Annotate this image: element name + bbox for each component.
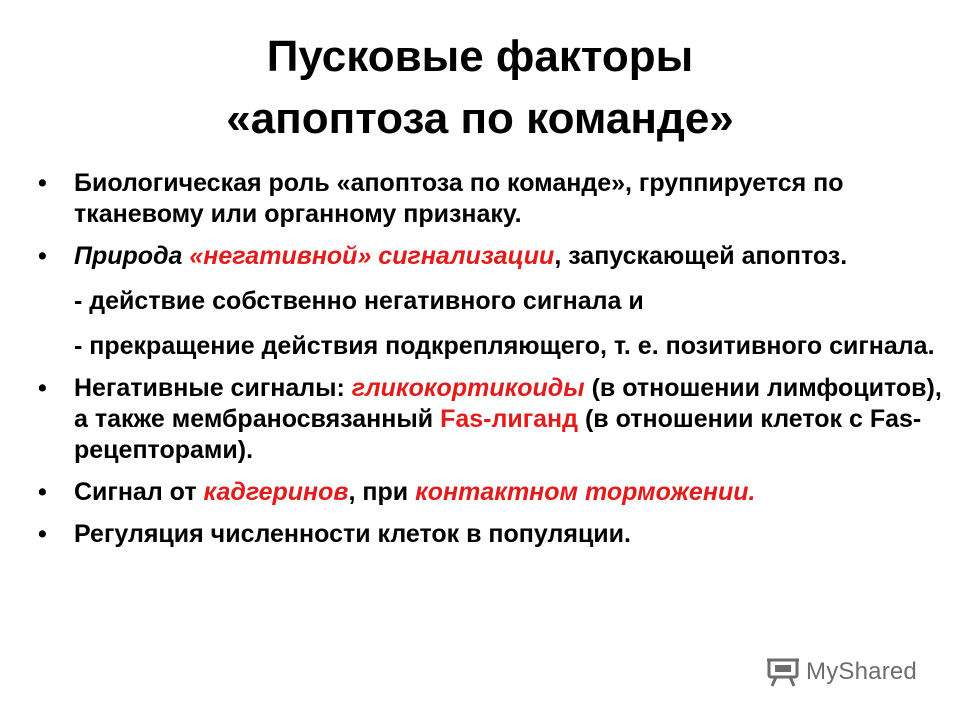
watermark-text: MyShared bbox=[806, 658, 917, 685]
highlight-glucocorticoids: гликокортикоиды bbox=[351, 374, 585, 402]
bullet-biological-role bbox=[38, 168, 953, 230]
bullet-population-regulation bbox=[38, 519, 953, 550]
bullet-text-part: Сигнал от bbox=[74, 478, 197, 506]
bullet-text-part: (в отношении лимфоцитов), а также мембраносвязанный bbox=[74, 374, 942, 433]
slide-title bbox=[0, 26, 960, 150]
sub-item-text: - прекращение действия подкрепляющего, т. е. позитивного сигнала. bbox=[74, 332, 935, 360]
bullet-text-part: Природа bbox=[74, 242, 183, 270]
bullet-text: Регуляция численности клеток в популяции. bbox=[74, 520, 631, 548]
watermark bbox=[766, 657, 917, 687]
bullet-text-part: , запускающей апоптоз. bbox=[554, 242, 848, 270]
bullet-nature-of-signaling bbox=[38, 241, 953, 272]
sub-item-negative-signal bbox=[38, 286, 953, 317]
sub-item-text: - действие собственно негативного сигнала и bbox=[74, 287, 644, 315]
title-line-2: «апоптоза по команде» bbox=[226, 94, 734, 143]
presentation-board-icon bbox=[766, 657, 800, 687]
title-line-1: Пусковые факторы bbox=[266, 32, 694, 81]
bullet-cadherin-signal bbox=[38, 477, 953, 508]
bullet-text-part: (в отношении клеток с Fas-рецепторами). bbox=[74, 405, 922, 464]
highlight-negative-signaling: «негативной» сигнализации bbox=[189, 242, 555, 270]
bullet-list bbox=[38, 168, 953, 561]
sub-item-positive-signal bbox=[38, 331, 953, 362]
bullet-text-part: , при bbox=[348, 478, 409, 506]
bullet-text: Биологическая роль «апоптоза по команде», группируется по тканевому или органному признаку. bbox=[74, 169, 844, 228]
bullet-text-part: Негативные сигналы: bbox=[74, 374, 345, 402]
highlight-fas-ligand: Fas-лиганд bbox=[440, 405, 579, 433]
highlight-contact-inhibition: контактном торможении. bbox=[415, 478, 756, 506]
bullet-negative-signals bbox=[38, 373, 953, 466]
highlight-cadherins: кадгеринов bbox=[203, 478, 349, 506]
